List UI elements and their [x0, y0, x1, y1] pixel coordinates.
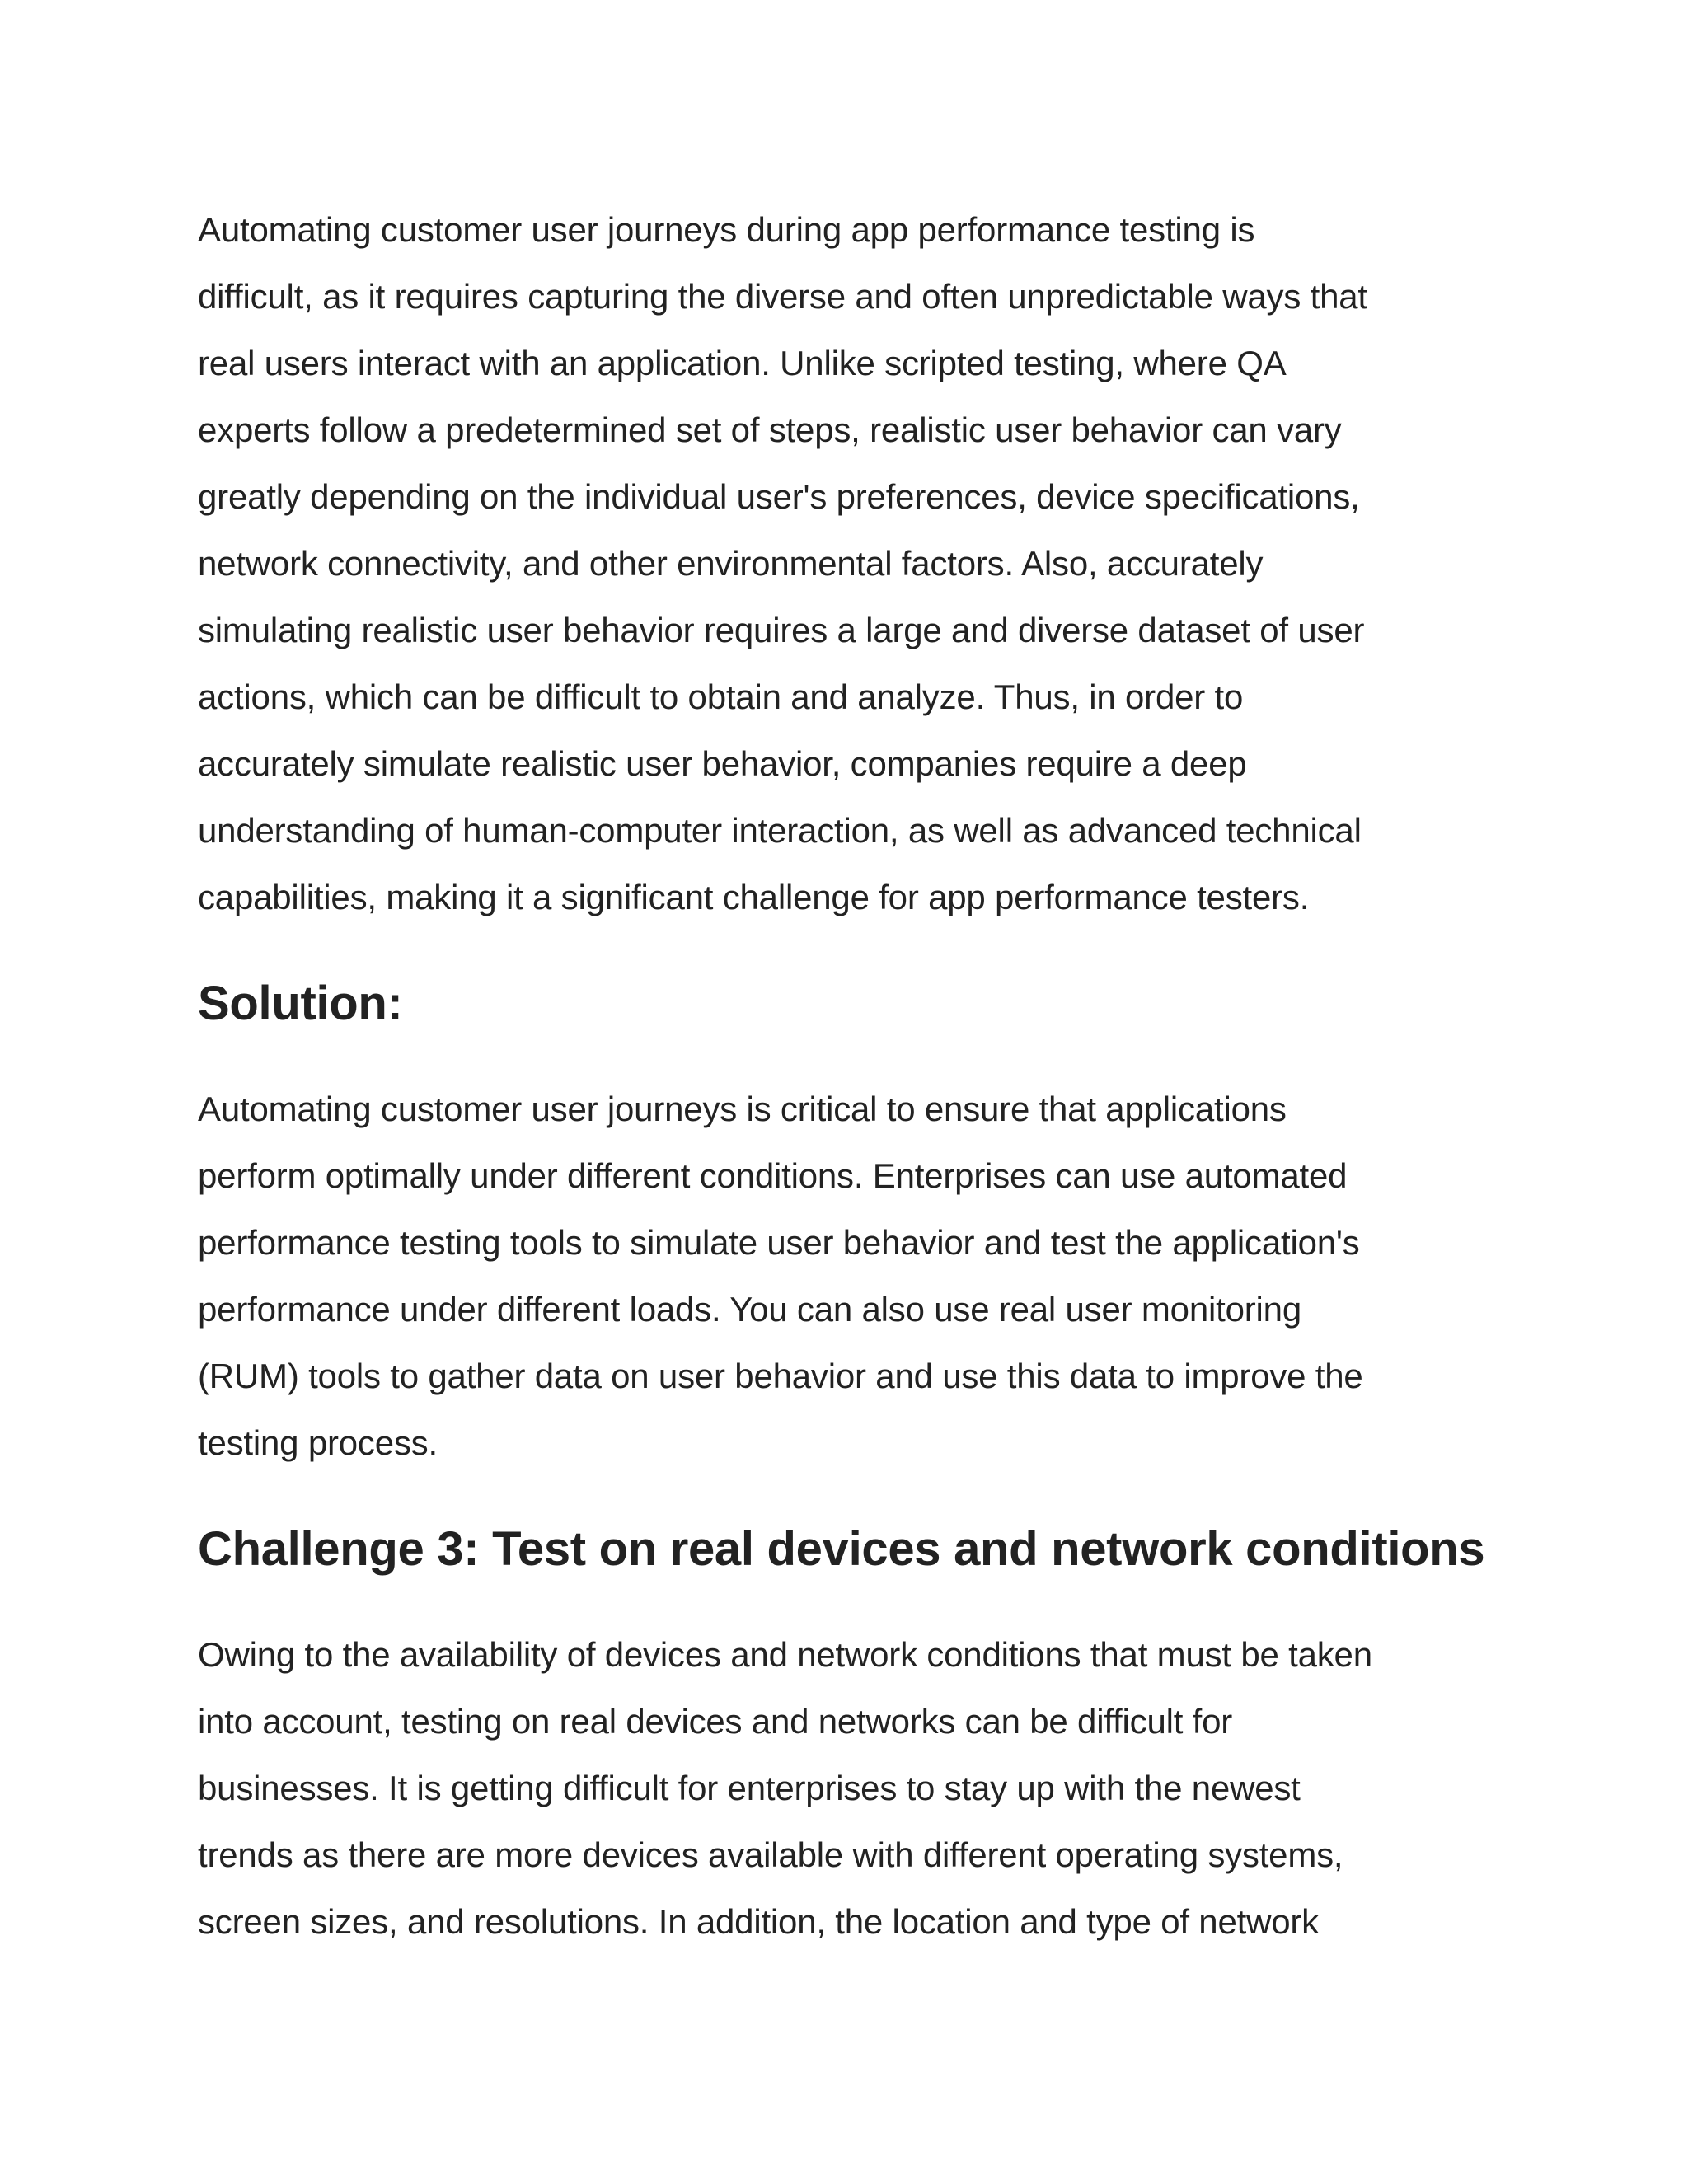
paragraph-real-devices — [198, 1621, 1500, 1955]
text-line: experts follow a predetermined set of steps, realistic user behavior can vary — [198, 410, 1342, 449]
text-line: difficult, as it requires capturing the diverse and often unpredictable ways that — [198, 277, 1367, 316]
heading-challenge-3: Challenge 3: Test on real devices and network conditions — [198, 1522, 1485, 1576]
text-line: performance testing tools to simulate user behavior and test the application's — [198, 1223, 1360, 1262]
text-line: accurately simulate realistic user behavior, companies require a deep — [198, 744, 1247, 783]
text-line: simulating realistic user behavior requires a large and diverse dataset of user — [198, 611, 1365, 649]
text-line: performance under different loads. You can also use real user monitoring — [198, 1290, 1301, 1329]
text-line: understanding of human-computer interaction, as well as advanced technical — [198, 811, 1362, 850]
text-line: testing process. — [198, 1423, 438, 1462]
text-line: screen sizes, and resolutions. In addition, the location and type of network — [198, 1902, 1319, 1941]
text-line: trends as there are more devices available with different operating systems, — [198, 1835, 1343, 1874]
text-line: Automating customer user journeys is critical to ensure that applications — [198, 1090, 1287, 1128]
text-line: actions, which can be difficult to obtain and analyze. Thus, in order to — [198, 677, 1244, 716]
text-line: Owing to the availability of devices and network conditions that must be taken — [198, 1635, 1372, 1674]
text-line: Automating customer user journeys during app performance testing is — [198, 210, 1255, 249]
paragraph-user-journeys — [198, 196, 1500, 930]
paragraph-solution — [198, 1076, 1500, 1476]
document-page — [198, 196, 1500, 1955]
heading-solution: Solution: — [198, 977, 403, 1030]
text-line: businesses. It is getting difficult for enterprises to stay up with the newest — [198, 1769, 1301, 1807]
text-line: real users interact with an application. Unlike scripted testing, where QA — [198, 344, 1287, 382]
text-line: capabilities, making it a significant challenge for app performance testers. — [198, 878, 1310, 916]
text-line: perform optimally under different conditions. Enterprises can use automated — [198, 1156, 1348, 1195]
text-line: greatly depending on the individual user's preferences, device specifications, — [198, 477, 1360, 516]
text-line: (RUM) tools to gather data on user behavior and use this data to improve the — [198, 1357, 1363, 1395]
text-line: network connectivity, and other environmental factors. Also, accurately — [198, 544, 1264, 583]
text-line: into account, testing on real devices and networks can be difficult for — [198, 1702, 1233, 1741]
